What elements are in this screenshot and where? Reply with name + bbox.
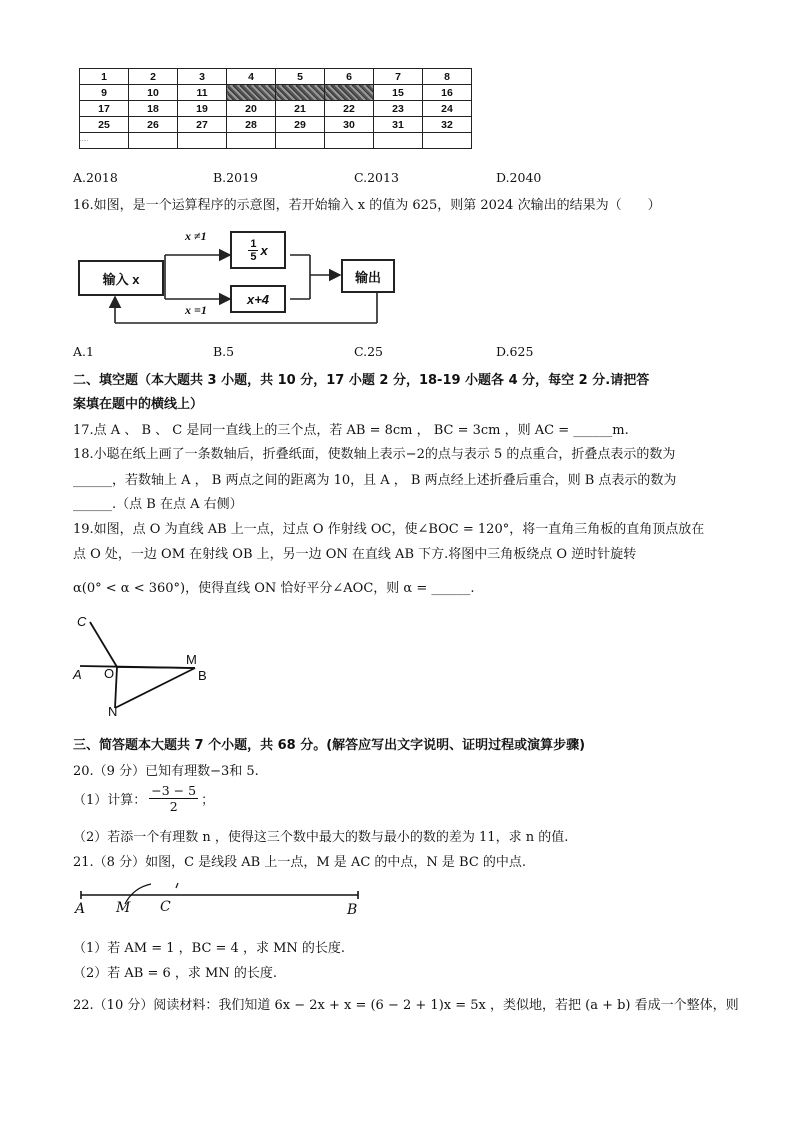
calendar-cell: 27 <box>178 117 227 133</box>
q19-line3: α(0° < α < 360°)，使得直线 ON 恰好平分∠AOC，则 α = ______. <box>73 581 475 596</box>
calendar-table <box>79 68 472 149</box>
calendar-row <box>80 69 472 85</box>
calendar-cell: 19 <box>178 101 227 117</box>
q22-stem: 22.（10 分）阅读材料：我们知道 6x − 2x + x = (6 − 2 + 1)x = 5x ，类似地，若把 (a + b) 看成一个整体，则 <box>73 998 739 1013</box>
calendar-cell: 10 <box>129 85 178 101</box>
q20-stem: 20.（9 分）已知有理数−3和 5. <box>73 764 259 779</box>
calendar-cell: 31 <box>374 117 423 133</box>
q21-label-a: A <box>75 901 86 917</box>
label-a: A <box>73 667 82 682</box>
frac-numerator: 1 <box>250 237 257 250</box>
q20-denominator: 2 <box>169 799 178 814</box>
calendar-cell <box>276 133 325 149</box>
label-n: N <box>108 704 118 719</box>
calendar-cell: 28 <box>227 117 276 133</box>
section3-heading: 三、简答题本大题共 7 个小题，共 68 分。(解答应写出文字说明、证明过程或演算步骤) <box>73 738 586 753</box>
q20-part1 <box>73 783 214 814</box>
q18-line2: ______，若数轴上 A ， B 两点之间的距离为 10，且 A ， B 两点经上述折叠后重合，则 B 点表示的数为 <box>73 473 677 488</box>
calendar-cell: 22 <box>325 101 374 117</box>
q21-part1: （1）若 AM = 1 ，BC = 4 ，求 MN 的长度. <box>73 941 346 956</box>
calendar-row <box>80 85 472 101</box>
q16-stem: 16.如图，是一个运算程序的示意图，若开始输入 x 的值为 625，则第 2024 次输出的结果为（ ） <box>73 198 661 213</box>
input-label: 输入 x <box>102 271 140 287</box>
q20-fraction <box>149 783 198 814</box>
add-box <box>230 285 286 313</box>
input-box <box>78 260 164 296</box>
q20-numerator: −3 − 5 <box>151 783 197 798</box>
calendar-cell-obscured <box>227 85 276 101</box>
label-o: O <box>104 666 115 681</box>
cond-equals-one: x =1 <box>185 303 207 317</box>
q18-line1: 18.小聪在纸上画了一条数轴后，折叠纸面，使数轴上表示−2的点与表示 5 的点重合，折叠点表示的数为 <box>73 447 676 462</box>
calendar-cell: 26 <box>129 117 178 133</box>
q16-option-a: A.1 <box>73 344 94 359</box>
calendar-cell: 30 <box>325 117 374 133</box>
calendar-row <box>80 133 472 149</box>
fraction-one-fifth <box>248 238 258 263</box>
calendar-cell: 8 <box>423 69 472 85</box>
label-m: M <box>186 652 197 667</box>
calendar-cell: 2 <box>129 69 178 85</box>
q19-line1: 19.如图，点 O 为直线 AB 上一点，过点 O 作射线 OC，使∠BOC = 120°，将一直角三角板的直角顶点放在 <box>73 522 705 537</box>
calendar-cell: 4 <box>227 69 276 85</box>
q20-part1-end: ； <box>201 793 215 808</box>
divide-box <box>230 231 286 269</box>
calendar-cell: 15 <box>374 85 423 101</box>
calendar-row <box>80 101 472 117</box>
calendar-cell: 9 <box>80 85 129 101</box>
q15-option-a: A.2018 <box>73 170 118 185</box>
q15-option-d: D.2040 <box>496 170 542 185</box>
calendar-cell: 32 <box>423 117 472 133</box>
calendar-cell-obscured <box>276 85 325 101</box>
calendar-cell: 17 <box>80 101 129 117</box>
frac-denominator: 5 <box>250 250 257 263</box>
q21-label-c: C <box>160 899 171 915</box>
calendar-cell: 23 <box>374 101 423 117</box>
calendar-cell: 5 <box>276 69 325 85</box>
calendar-cell: 18 <box>129 101 178 117</box>
calendar-cell: 29 <box>276 117 325 133</box>
label-c: C <box>77 614 87 629</box>
cond-not-one: x ≠1 <box>185 229 207 243</box>
calendar-cell: 25 <box>80 117 129 133</box>
calendar-cell <box>423 133 472 149</box>
output-box <box>341 259 395 293</box>
q16-option-d: D.625 <box>496 344 534 359</box>
calendar-cell: 3 <box>178 69 227 85</box>
q19-line2: 点 O 处，一边 OM 在射线 OB 上，另一边 ON 在直线 AB 下方.将图中三角板绕点 O 逆时针旋转 <box>73 547 637 562</box>
frac-variable: x <box>260 242 268 258</box>
calendar-cell: 24 <box>423 101 472 117</box>
calendar-cell <box>129 133 178 149</box>
calendar-tiny-note: ····· <box>80 133 129 149</box>
q17-text: 17.点 A 、 B 、 C 是同一直线上的三个点，若 AB = 8cm ， BC = 3cm ，则 AC = ______m. <box>73 423 629 438</box>
add-label: x+4 <box>246 291 270 307</box>
calendar-cell: 20 <box>227 101 276 117</box>
q21-label-m: M <box>116 900 131 916</box>
calendar-cell: 11 <box>178 85 227 101</box>
calendar-row <box>80 117 472 133</box>
label-b: B <box>198 668 207 683</box>
section2-heading-line2: 案填在题中的横线上） <box>73 397 204 412</box>
calendar-cell: 1 <box>80 69 129 85</box>
q18-line3: ______.（点 B 在点 A 右侧） <box>73 497 243 512</box>
calendar-cell: 21 <box>276 101 325 117</box>
calendar-cell: 6 <box>325 69 374 85</box>
output-label: 输出 <box>354 269 381 285</box>
calendar-cell-obscured <box>325 85 374 101</box>
q21-part2: （2）若 AB = 6 ，求 MN 的长度. <box>73 966 277 981</box>
q15-option-c: C.2013 <box>354 170 399 185</box>
calendar-cell <box>325 133 374 149</box>
q15-option-b: B.2019 <box>213 170 258 185</box>
q20-part1-label: （1）计算： <box>73 793 147 808</box>
q16-option-b: B.5 <box>213 344 235 359</box>
calendar-cell: 16 <box>423 85 472 101</box>
q21-stem: 21.（8 分）如图，C 是线段 AB 上一点，M 是 AC 的中点，N 是 BC 的中点. <box>73 855 527 870</box>
calendar-cell <box>178 133 227 149</box>
calendar-cell <box>227 133 276 149</box>
q20-part2: （2）若添一个有理数 n ，使得这三个数中最大的数与最小的数的差为 11，求 n 的值. <box>73 830 569 845</box>
calendar-cell: 7 <box>374 69 423 85</box>
q16-option-c: C.25 <box>354 344 383 359</box>
section2-heading-line1: 二、填空题（本大题共 3 小题，共 10 分，17 小题 2 分，18-19 小题各 4 分，每空 2 分.请把答 <box>73 373 650 388</box>
calendar-cell <box>374 133 423 149</box>
q21-label-b: B <box>347 902 358 918</box>
